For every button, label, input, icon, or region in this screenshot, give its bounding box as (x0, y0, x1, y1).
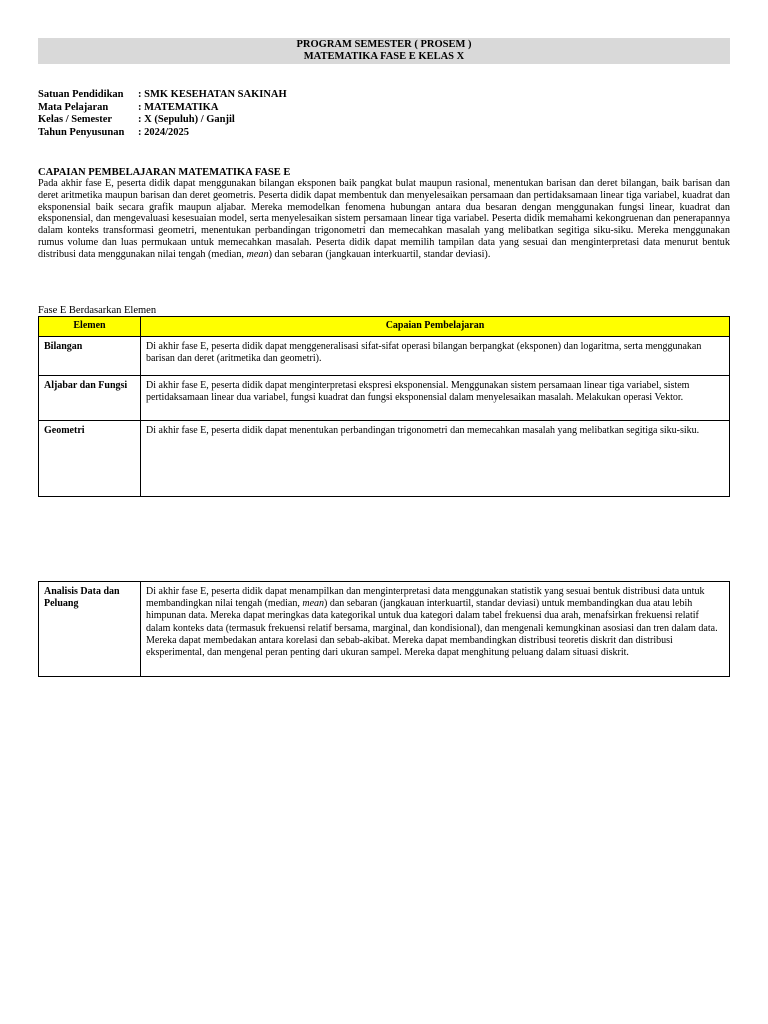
elemen-capaian: Di akhir fase E, peserta didik dapat menentukan perbandingan trigonometri dan memecahkan masalah yang melibatkan segitiga siku-siku. (141, 421, 730, 497)
elemen-name: Bilangan (39, 337, 141, 376)
info-label: Satuan Pendidikan (38, 89, 124, 100)
document-title-line2: MATEMATIKA FASE E KELAS X (303, 51, 465, 62)
capaian-text-end: ) dan sebaran (jangkauan interkuartil, standar deviasi). (268, 248, 491, 260)
elemen-name: Geometri (39, 421, 141, 497)
info-row-satuan (38, 89, 287, 102)
elemen-name: Aljabar dan Fungsi (39, 376, 141, 421)
elemen-table-continued (38, 581, 730, 677)
info-row-kelas (38, 114, 287, 127)
header-elemen: Elemen (39, 317, 141, 337)
capaian-heading: CAPAIAN PEMBELAJARAN MATEMATIKA FASE E (38, 167, 291, 178)
document-title-bar (38, 38, 730, 64)
info-row-mapel (38, 102, 287, 115)
elemen-capaian (141, 582, 730, 677)
capaian-mean-word: mean (302, 598, 325, 610)
capaian-mean-word: mean (246, 248, 269, 260)
elemen-capaian: Di akhir fase E, peserta didik dapat menggeneralisasi sifat-sifat operasi bilangan berpangkat (eksponen) dan logaritma, serta menggunakan barisan dan deret (aritmetika dan geometri). (141, 337, 730, 376)
info-value: : X (Sepuluh) / Ganjil (138, 114, 235, 125)
info-label: Tahun Penyusunan (38, 126, 125, 138)
capaian-text: Pada akhir fase E, peserta didik dapat menggunakan bilangan eksponen baik pangkat bulat maupun rasional, menentukan barisan dan deret bilangan, baik barisan dan deret aritmetika maupun barisan dan deret geometris. Peserta didik dapat membentuk dan menyelesaikan persamaan dan pertidaksamaan linear tiga variabel, kuadrat dan eksponensial baik secara grafik maupun aljabar. Mereka memodelkan fenomena hubungan antara dua besaran dengan menggunakan fungsi linear, kuadrat dan eksponensial, dan mengevaluasi kesesuaian model, serta menyelesaikan sistem persamaan linear tiga variabel. Peserta didik memahami kekongruenan dan penerapannya dalam konteks transformasi geometri, menentukan perbandingan trigonometri dan memecahkan masalah yang melibatkan segitiga siku-siku. Mereka menggunakan rumus volume dan luas permukaan untuk memecahkan masalah. Peserta didik dapat memilih tampilan data yang sesuai dan menginterpretasi data menurut bentuk distribusi data menggunakan nilai tengah (median, (38, 178, 730, 260)
document-title-line1: PROGRAM SEMESTER ( PROSEM ) (296, 39, 472, 50)
fase-e-label: Fase E Berdasarkan Elemen (38, 305, 157, 316)
elemen-table (38, 316, 730, 497)
info-value: : 2024/2025 (138, 126, 190, 138)
elemen-name: Analisis Data dan Peluang (39, 582, 141, 677)
info-row-tahun (38, 127, 287, 140)
table-row (39, 376, 730, 421)
capaian-paragraph (38, 178, 730, 261)
info-value: : SMK KESEHATAN SAKINAH (138, 89, 287, 100)
header-capaian: Capaian Pembelajaran (141, 317, 730, 337)
table-row (39, 582, 730, 677)
identity-info-block (38, 89, 287, 139)
table-row (39, 421, 730, 497)
capaian-text: Di akhir fase E, peserta didik dapat menampilkan dan menginterpretasi data menggunakan statistik yang sesuai bentuk distribusi data untuk membandingkan nilai tengah (median, (146, 586, 705, 610)
info-value: : MATEMATIKA (138, 101, 219, 113)
info-label: Kelas / Semester (38, 114, 113, 125)
elemen-capaian: Di akhir fase E, peserta didik dapat menginterpretasi ekspresi eksponensial. Menggunakan sistem persamaan linear tiga variabel, sistem pertidaksamaan linear dua variabel, fungsi kuadrat dan fungsi eksponensial dalam menyelesaikan masalah. Melakukan operasi Vektor. (141, 376, 730, 421)
capaian-text-end: ) dan sebaran (jangkauan interkuartil, standar deviasi) untuk membandingkan dua atau lebih himpunan data. Mereka dapat meringkas data kategorikal untuk dua kategori dalam tabel frekuensi dua arah, menafsirkan frekuensi relatif dalam konteks data (termasuk frekuensi relatif bersama, marginal, dan kondisional), dan mengenali kemungkinan asosiasi dan tren dalam data. Mereka dapat membedakan antara korelasi dan sebab-akibat. Mereka dapat membandingkan distribusi teoretis diskrit dan distribusi eksperimental, dan mengenal peran penting dari ukuran sampel. Mereka dapat menghitung peluang dalam situasi diskrit. (146, 598, 718, 659)
table-header-row (39, 317, 730, 337)
info-label: Mata Pelajaran (38, 101, 109, 113)
table-row (39, 337, 730, 376)
